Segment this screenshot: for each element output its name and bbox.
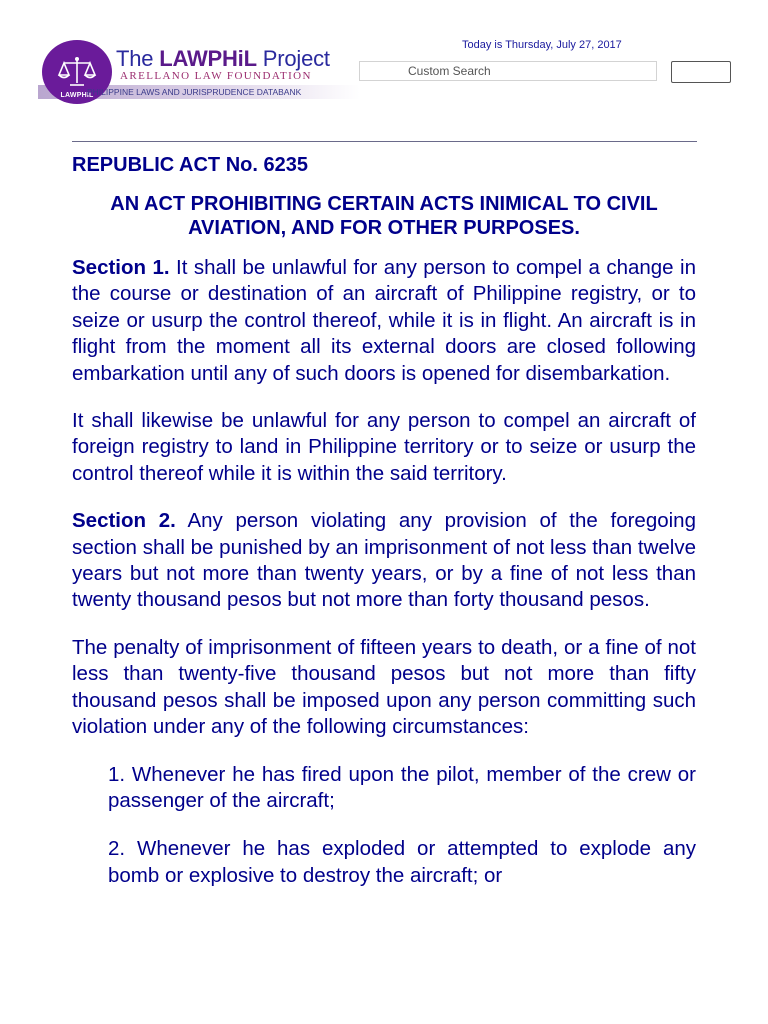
site-title-suffix: Project — [256, 46, 330, 71]
list-item: 2. Whenever he has exploded or attempted to explode any bomb or explosive to destroy the aircraft; or — [108, 837, 696, 887]
section-2-label: Section 2. — [72, 509, 176, 533]
document-body — [72, 152, 696, 911]
header-divider — [72, 141, 697, 142]
site-logo[interactable] — [38, 40, 360, 104]
section-1-continuation — [72, 408, 696, 487]
site-title-prefix: The — [116, 46, 160, 71]
section-1-continuation-text: It shall likewise be unlawful for any person to compel an aircraft of foreign registry to land in Philippine territory or to seize or usurp the control thereof while it is within the said territory. — [72, 409, 696, 485]
list-item: 1. Whenever he has fired upon the pilot, member of the crew or passenger of the aircraft; — [108, 762, 696, 812]
section-2-text: Any person violating any provision of the foregoing section shall be punished by an imprisonment of not less than twelve years but not more than twenty years, or by a fine of not less than twenty thousand pesos but not more than forty thousand pesos. — [72, 509, 696, 612]
search-button[interactable] — [671, 61, 731, 83]
act-title: AN ACT PROHIBITING CERTAIN ACTS INIMICAL TO CIVIL AVIATION, AND FOR OTHER PURPOSES. — [110, 193, 658, 239]
act-number: REPUBLIC ACT No. 6235 — [72, 154, 308, 176]
penalty-paragraph — [72, 635, 696, 741]
site-title — [116, 46, 330, 72]
logo-band-text: PHILIPPINE LAWS AND JURISPRUDENCE DATABANK — [87, 87, 302, 97]
section-1-text: It shall be unlawful for any person to compel a change in the course or destination of an aircraft of Philippine registry, or to seize or usurp the control thereof, while it is in flight. An aircraft is in flight from the moment all its external doors are closed following embarkation until any of such doors is opened for disembarkation. — [72, 256, 696, 385]
section-2-paragraph — [72, 508, 696, 614]
search-input[interactable] — [359, 61, 657, 81]
scales-of-justice-icon — [57, 55, 97, 89]
site-subtitle: ARELLANO LAW FOUNDATION — [120, 70, 312, 82]
section-1-paragraph — [72, 255, 696, 387]
section-1-label: Section 1. — [72, 256, 170, 279]
site-title-brand: LAWPHiL — [159, 46, 257, 71]
logo-circle-label: LAWPHIL — [60, 92, 94, 99]
penalty-paragraph-text: The penalty of imprisonment of fifteen years to death, or a fine of not less than twenty-five thousand pesos but not more than fifty thousand pesos shall be imposed upon any person committing such violation under any of the following circumstances: — [72, 635, 696, 739]
today-date: Today is Thursday, July 27, 2017 — [462, 39, 622, 51]
